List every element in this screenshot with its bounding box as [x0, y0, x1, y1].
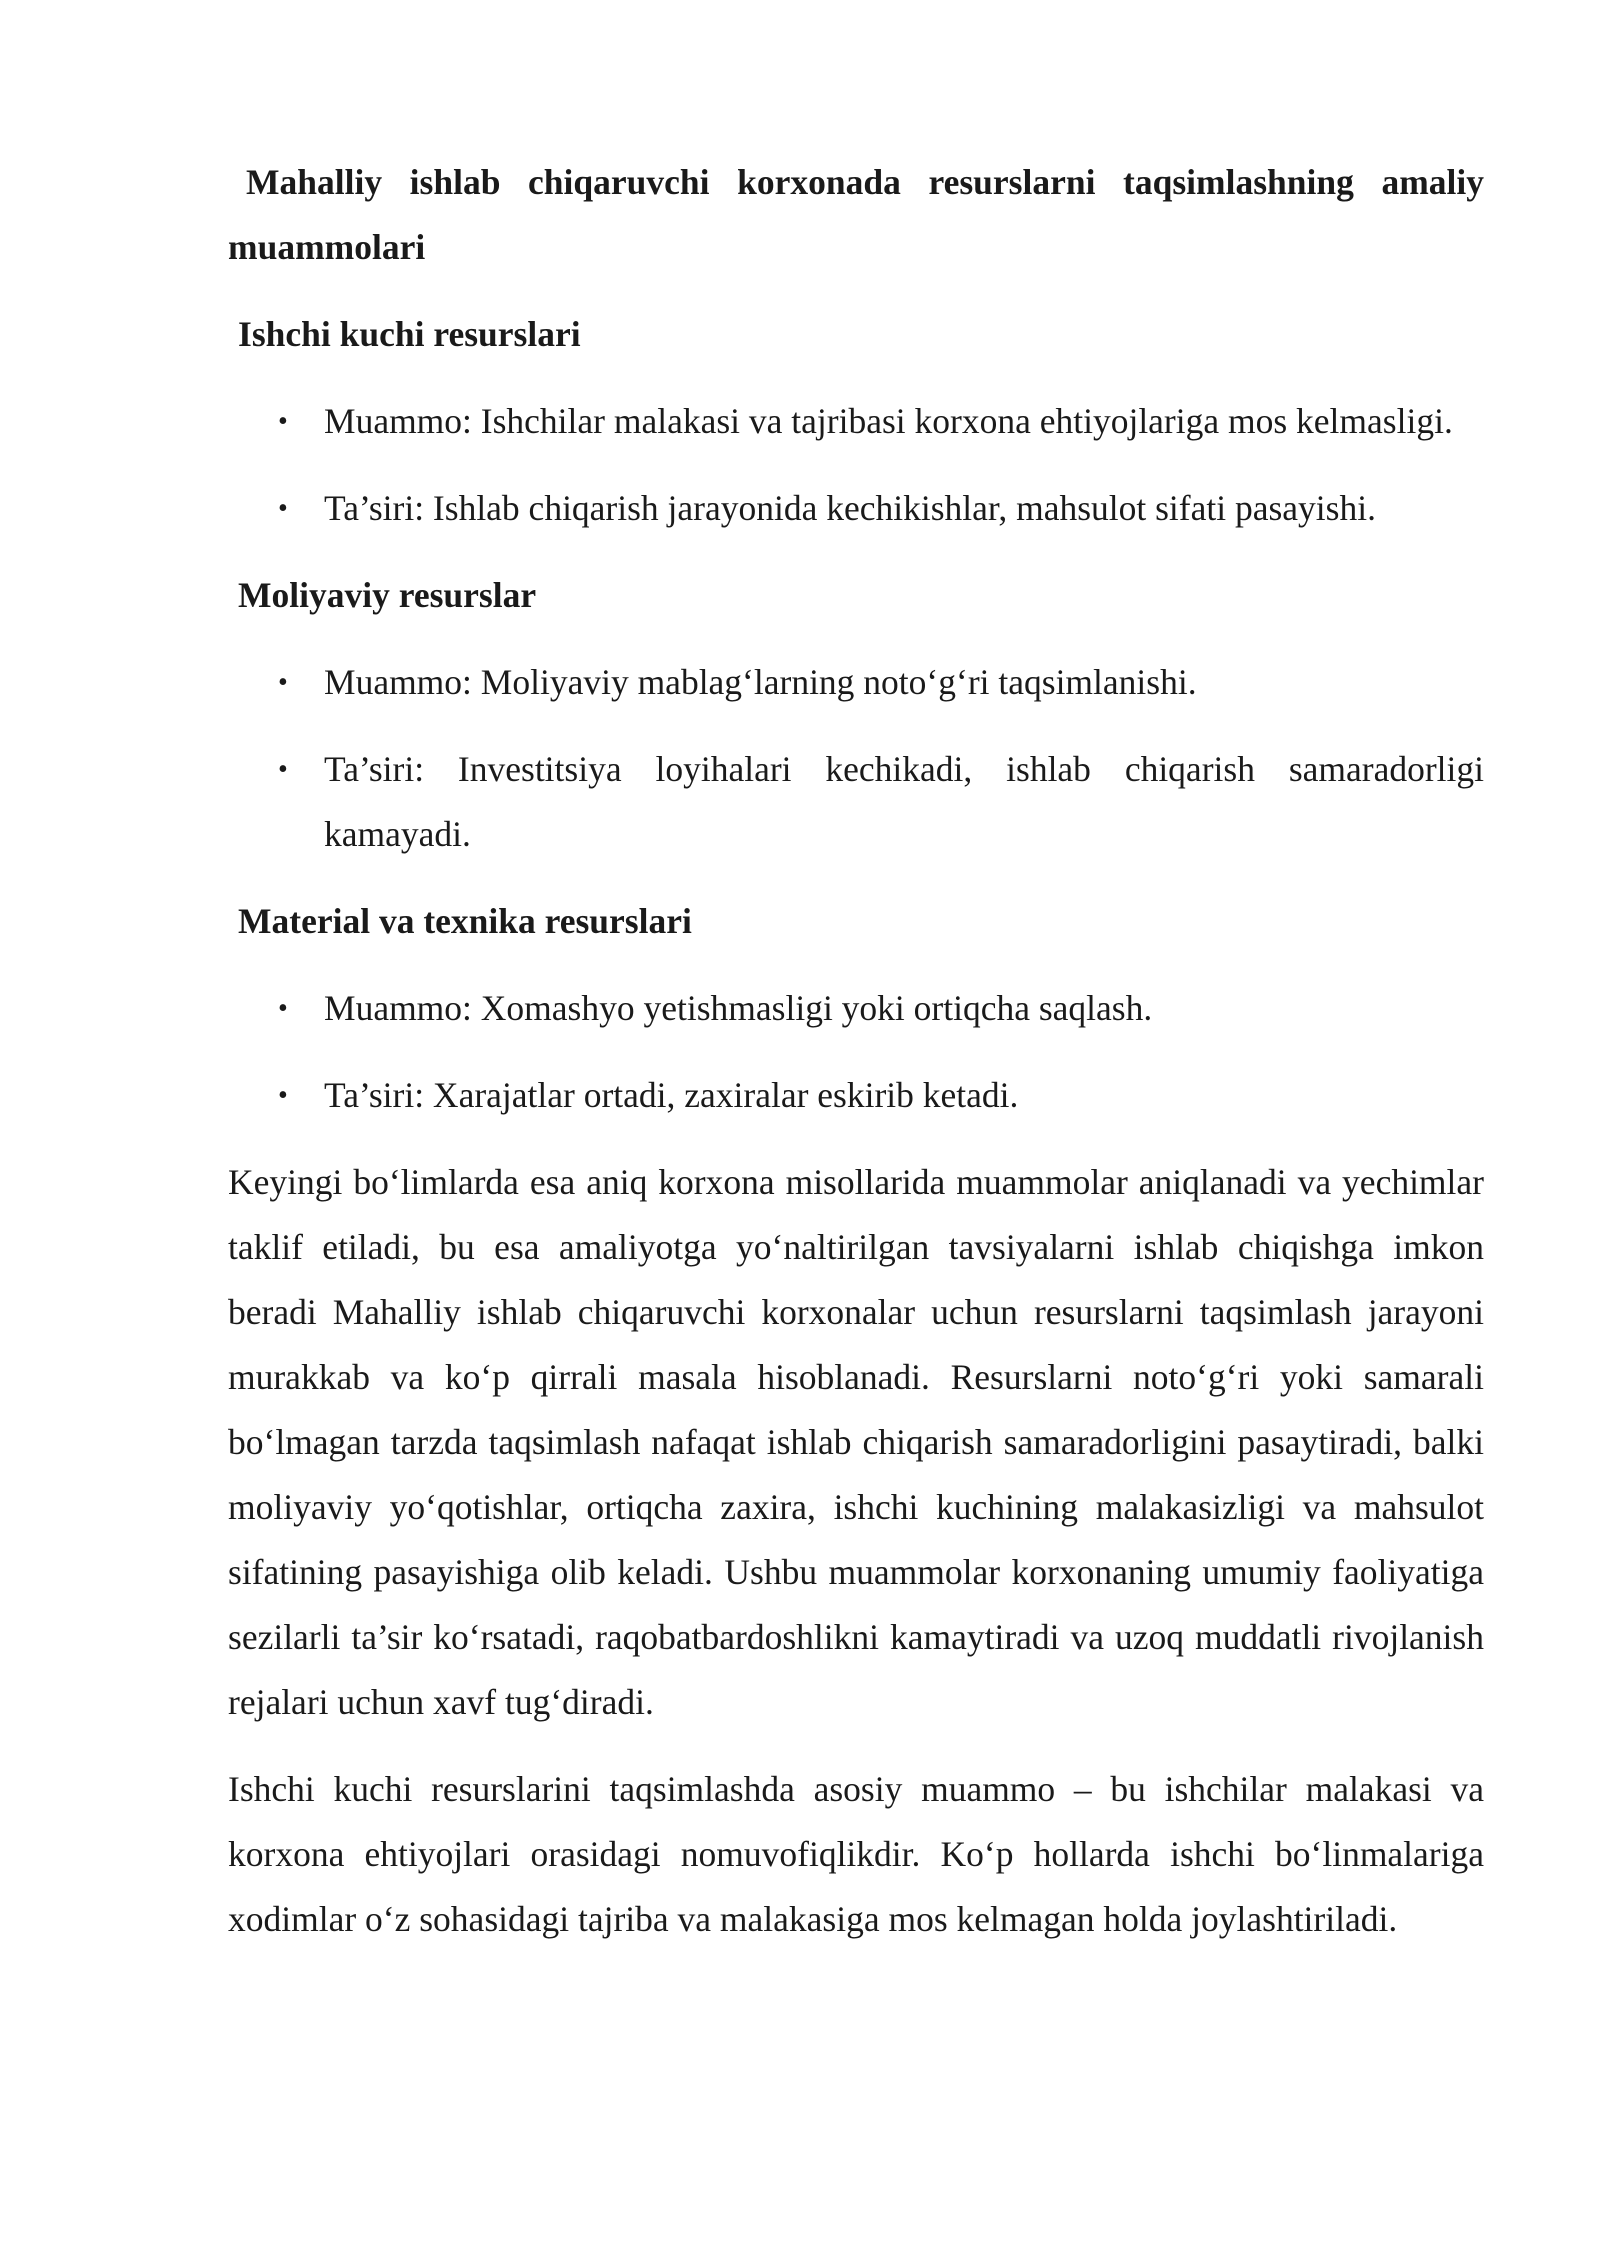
bullet-text: Muammo: Moliyaviy mablag‘larning noto‘g‘ri taqsimlanishi. [324, 662, 1197, 702]
section-labor-resources [228, 302, 1484, 541]
bullet-icon: • [278, 993, 288, 1024]
section-heading: Moliyaviy resurslar [238, 575, 537, 615]
bullet-text: Ta’siri: Investitsiya loyihalari kechikadi, ishlab chiqarish samaradorligi kamayadi. [324, 749, 1484, 854]
document-title: Mahalliy ishlab chiqaruvchi korxonada resurslarni taqsimlashning amaliy muammolari [228, 162, 1484, 267]
bullet-list [228, 976, 1484, 1128]
bullet-item [228, 476, 1484, 541]
bullet-icon: • [278, 493, 288, 524]
body-paragraph: Keyingi bo‘limlarda esa aniq korxona misollarida muammolar aniqlanadi va yechimlar taklif etiladi, bu esa amaliyotga yo‘naltirilgan tavsiyalarni ishlab chiqishga imkon beradi Mahalliy ishlab chiqaruvchi korxonalar uchun resurslarni taqsimlash jarayoni murakkab va ko‘p qirrali masala hisoblanadi. Resurslarni noto‘g‘ri yoki samarali bo‘lmagan tarzda taqsimlash nafaqat ishlab chiqarish samaradorligini pasaytiradi, balki moliyaviy yo‘qotishlar, ortiqcha zaxira, ishchi kuchining malakasizligi va mahsulot sifatining pasayishiga olib keladi. Ushbu muammolar korxonaning umumiy faoliyatiga sezilarli ta’sir ko‘rsatadi, raqobatbardoshlikni kamaytiradi va uzoq muddatli rivojlanish rejalari uchun xavf tug‘diradi. [228, 1162, 1484, 1722]
bullet-icon: • [278, 406, 288, 437]
bullet-text: Ta’siri: Xarajatlar ortadi, zaxiralar eskirib ketadi. [324, 1075, 1019, 1115]
section-material-resources [228, 889, 1484, 1128]
bullet-item [228, 737, 1484, 867]
bullet-item [228, 1063, 1484, 1128]
bullet-text: Ta’siri: Ishlab chiqarish jarayonida kechikishlar, mahsulot sifati pasayishi. [324, 488, 1376, 528]
bullet-text: Muammo: Xomashyo yetishmasligi yoki ortiqcha saqlash. [324, 988, 1153, 1028]
section-heading: Material va texnika resurslari [238, 901, 692, 941]
bullet-list [228, 650, 1484, 867]
bullet-icon: • [278, 1080, 288, 1111]
bullet-icon: • [278, 667, 288, 698]
section-heading: Ishchi kuchi resurslari [238, 314, 581, 354]
bullet-item [228, 976, 1484, 1041]
bullet-list [228, 389, 1484, 541]
bullet-item [228, 389, 1484, 454]
body-paragraph: Ishchi kuchi resurslarini taqsimlashda asosiy muammo – bu ishchilar malakasi va korxona ehtiyojlari orasidagi nomuvofiqlikdir. Ko‘p hollarda ishchi bo‘linmalariga xodimlar o‘z sohasidagi tajriba va malakasiga mos kelmagan holda joylashtiriladi. [228, 1769, 1484, 1939]
bullet-text: Muammo: Ishchilar malakasi va tajribasi korxona ehtiyojlariga mos kelmasligi. [324, 401, 1453, 441]
section-financial-resources [228, 563, 1484, 867]
bullet-item [228, 650, 1484, 715]
bullet-icon: • [278, 754, 288, 785]
